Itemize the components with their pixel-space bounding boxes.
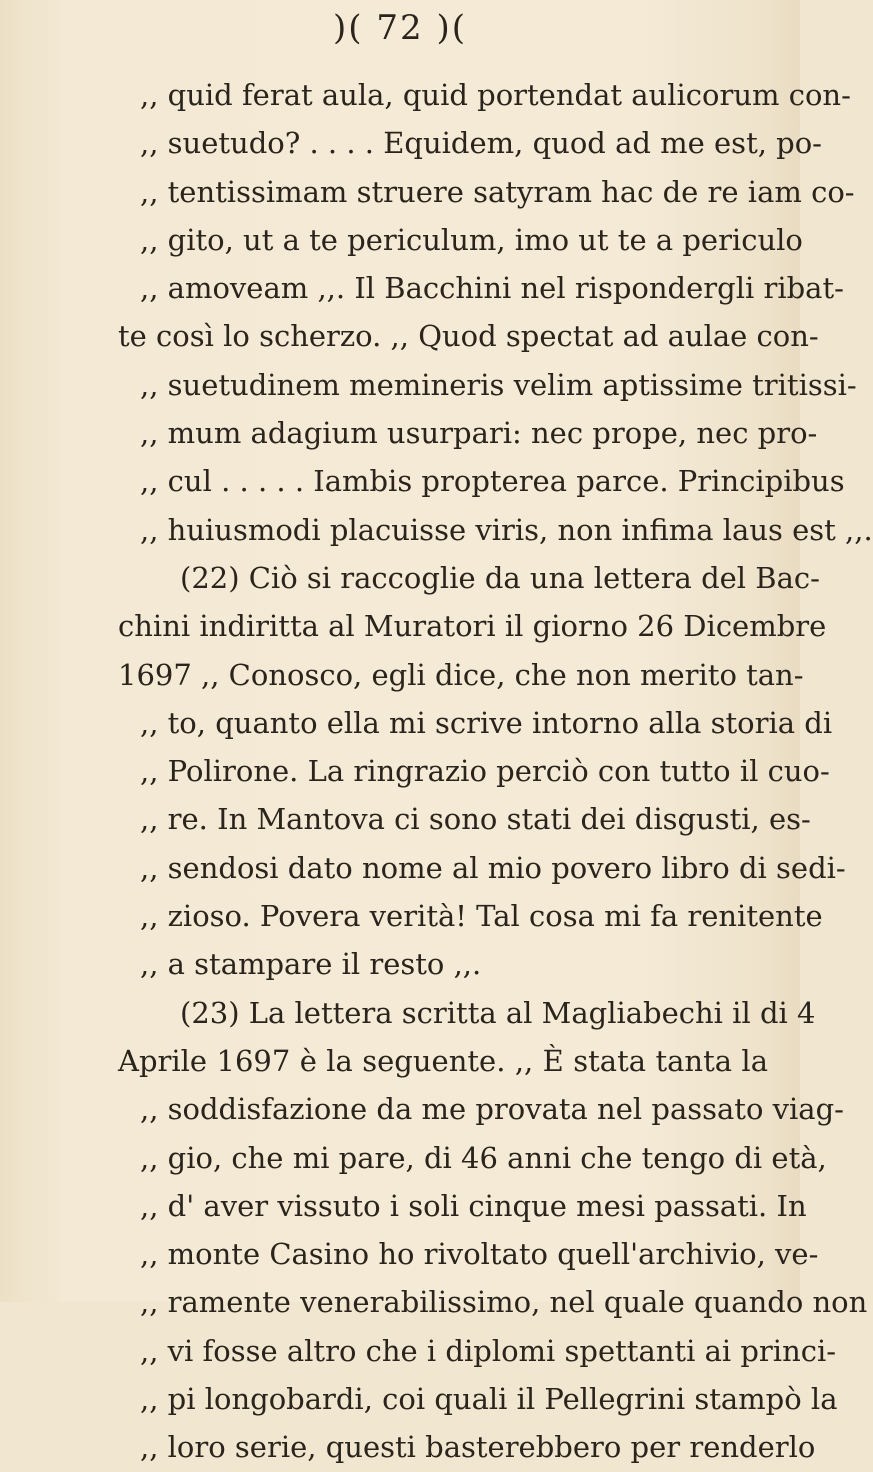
text-line: ,, gito, ut a te periculum, imo ut te a periculo — [140, 222, 803, 257]
text-line: ,, loro serie, questi basterebbero per renderlo — [140, 1430, 816, 1465]
page-number: )( 72 )( — [333, 8, 467, 48]
text-line: ,, to, quanto ella mi scrive intorno alla storia di — [140, 705, 833, 740]
text-line: ,, ramente venerabilissimo, nel quale quando non — [140, 1285, 868, 1320]
text-line: ,, quid ferat aula, quid portendat aulicorum con- — [140, 78, 851, 112]
text-line: ,, zioso. Povera verità! Tal cosa mi fa renitente — [140, 899, 823, 934]
text-line: ,, a stampare il resto ,,. — [140, 947, 482, 982]
text-line: ,, mum adagium usurpari: nec prope, nec pro- — [140, 416, 818, 451]
text-line: chini indiritta al Muratori il giorno 26 Dicembre — [118, 609, 827, 644]
text-line: Aprile 1697 è la seguente. ,, È stata tanta la — [118, 1043, 768, 1078]
text-line: ,, cul . . . . . Iambis propterea parce. Principibus — [140, 464, 845, 499]
text-line: ,, vi fosse altro che i diplomi spettanti ai princi- — [140, 1333, 837, 1368]
text-line: 1697 ,, Conosco, egli dice, che non merito tan- — [118, 657, 804, 692]
text-line: ,, soddisfazione da me provata nel passato viag- — [140, 1092, 844, 1127]
text-line: ,, re. In Mantova ci sono stati dei disgusti, es- — [140, 802, 811, 837]
text-line: ,, suetudinem memineris velim aptissime tritissi- — [140, 367, 857, 402]
text-line: ,, amoveam ,,. Il Bacchini nel rispondergli ribat- — [140, 271, 844, 306]
body-text — [118, 71, 873, 1472]
text-line: (23) La lettera scritta al Magliabechi il di 4 — [180, 995, 816, 1030]
text-line: ,, pi longobardi, coi quali il Pellegrini stampò la — [140, 1382, 838, 1417]
text-line: ,, sendosi dato nome al mio povero libro di sedi- — [140, 850, 846, 885]
text-line: ,, d' aver vissuto i soli cinque mesi passati. In — [140, 1188, 807, 1223]
text-line: ,, gio, che mi pare, di 46 anni che tengo di età, — [140, 1140, 827, 1175]
text-line: te così lo scherzo. ,, Quod spectat ad aulae con- — [118, 319, 819, 354]
text-line: ,, suetudo? . . . . Equidem, quod ad me est, po- — [140, 126, 822, 161]
text-line: ,, Polirone. La ringrazio perciò con tutto il cuo- — [140, 754, 830, 789]
text-line: ,, tentissimam struere satyram hac de re iam co- — [140, 174, 855, 209]
text-line: (22) Ciò si raccoglie da una lettera del Bac- — [180, 560, 820, 595]
text-line: ,, monte Casino ho rivoltato quell'archivio, ve- — [140, 1237, 819, 1272]
text-line: ,, huiusmodi placuisse viris, non infima laus est ,,. — [140, 512, 873, 547]
